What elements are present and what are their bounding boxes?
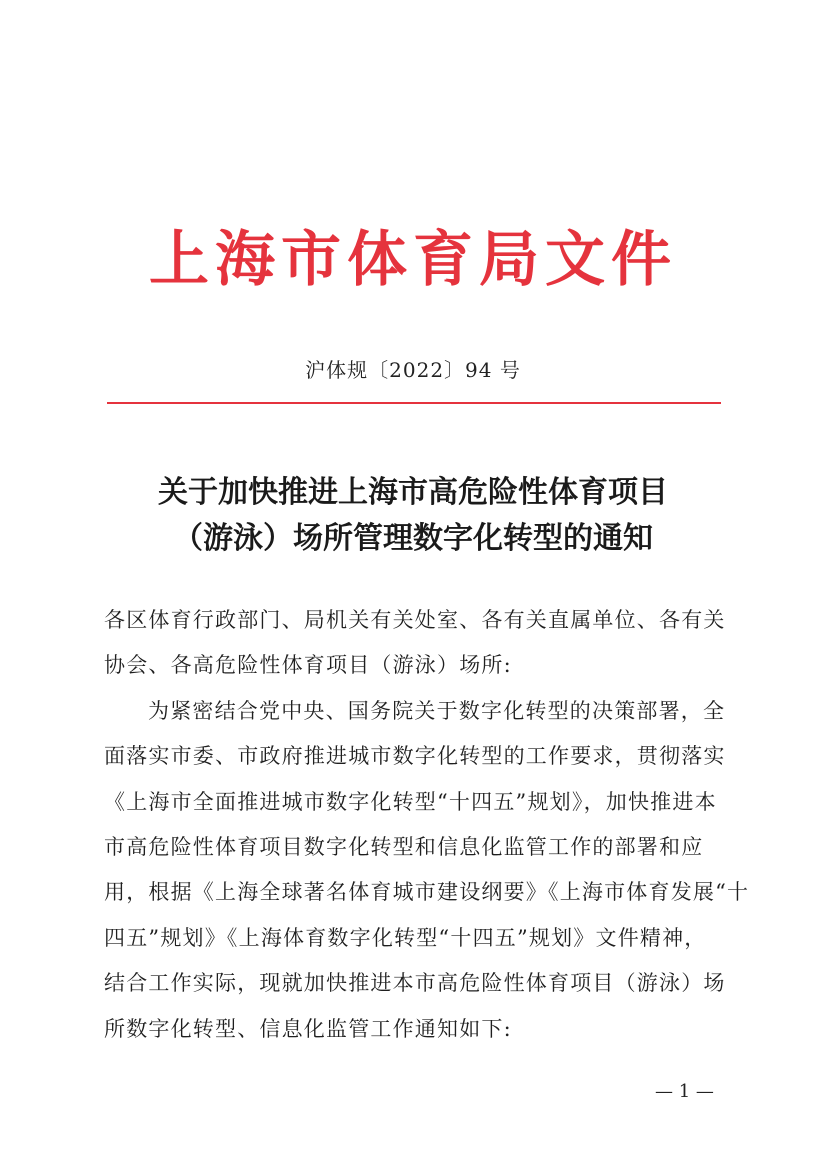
paragraph-line: 结合工作实际，现就加快推进本市高危险性体育项目（游泳）场 [104, 971, 726, 996]
paragraph-line: 四五”规划》《上海体育数字化转型“十四五”规划》文件精神， [104, 925, 707, 950]
notice-title-line: （游泳）场所管理数字化转型的通知 [173, 521, 653, 556]
paragraph-line: 面落实市委、市政府推进城市数字化转型的工作要求，贯彻落实 [104, 744, 726, 769]
paragraph-line: 用，根据《上海全球著名体育城市建设纲要》《上海市体育发展“十 [104, 880, 750, 905]
notice-body [104, 598, 750, 1052]
notice-title [0, 470, 826, 562]
paragraph-line: 为紧密结合党中央、国务院关于数字化转型的决策部署，全 [148, 698, 726, 723]
issuer-title: 上海市体育局文件 [149, 225, 677, 295]
paragraph-line: 《上海市全面推进城市数字化转型“十四五”规划》，加快推进本 [104, 789, 717, 814]
paragraph-line: 所数字化转型、信息化监管工作通知如下: [104, 1016, 512, 1041]
addressee-line: 协会、各高危险性体育项目（游泳）场所: [104, 653, 512, 678]
document-number: 沪体规〔2022〕94 号 [305, 358, 521, 382]
addressee-line: 各区体育行政部门、局机关有关处室、各有关直属单位、各有关 [104, 608, 726, 632]
page-number: — 1 — [655, 1081, 714, 1102]
red-divider-line [107, 402, 721, 404]
notice-title-line: 关于加快推进上海市高危险性体育项目 [158, 475, 668, 510]
paragraph-line: 市高危险性体育项目数字化转型和信息化监管工作的部署和应 [104, 835, 704, 860]
